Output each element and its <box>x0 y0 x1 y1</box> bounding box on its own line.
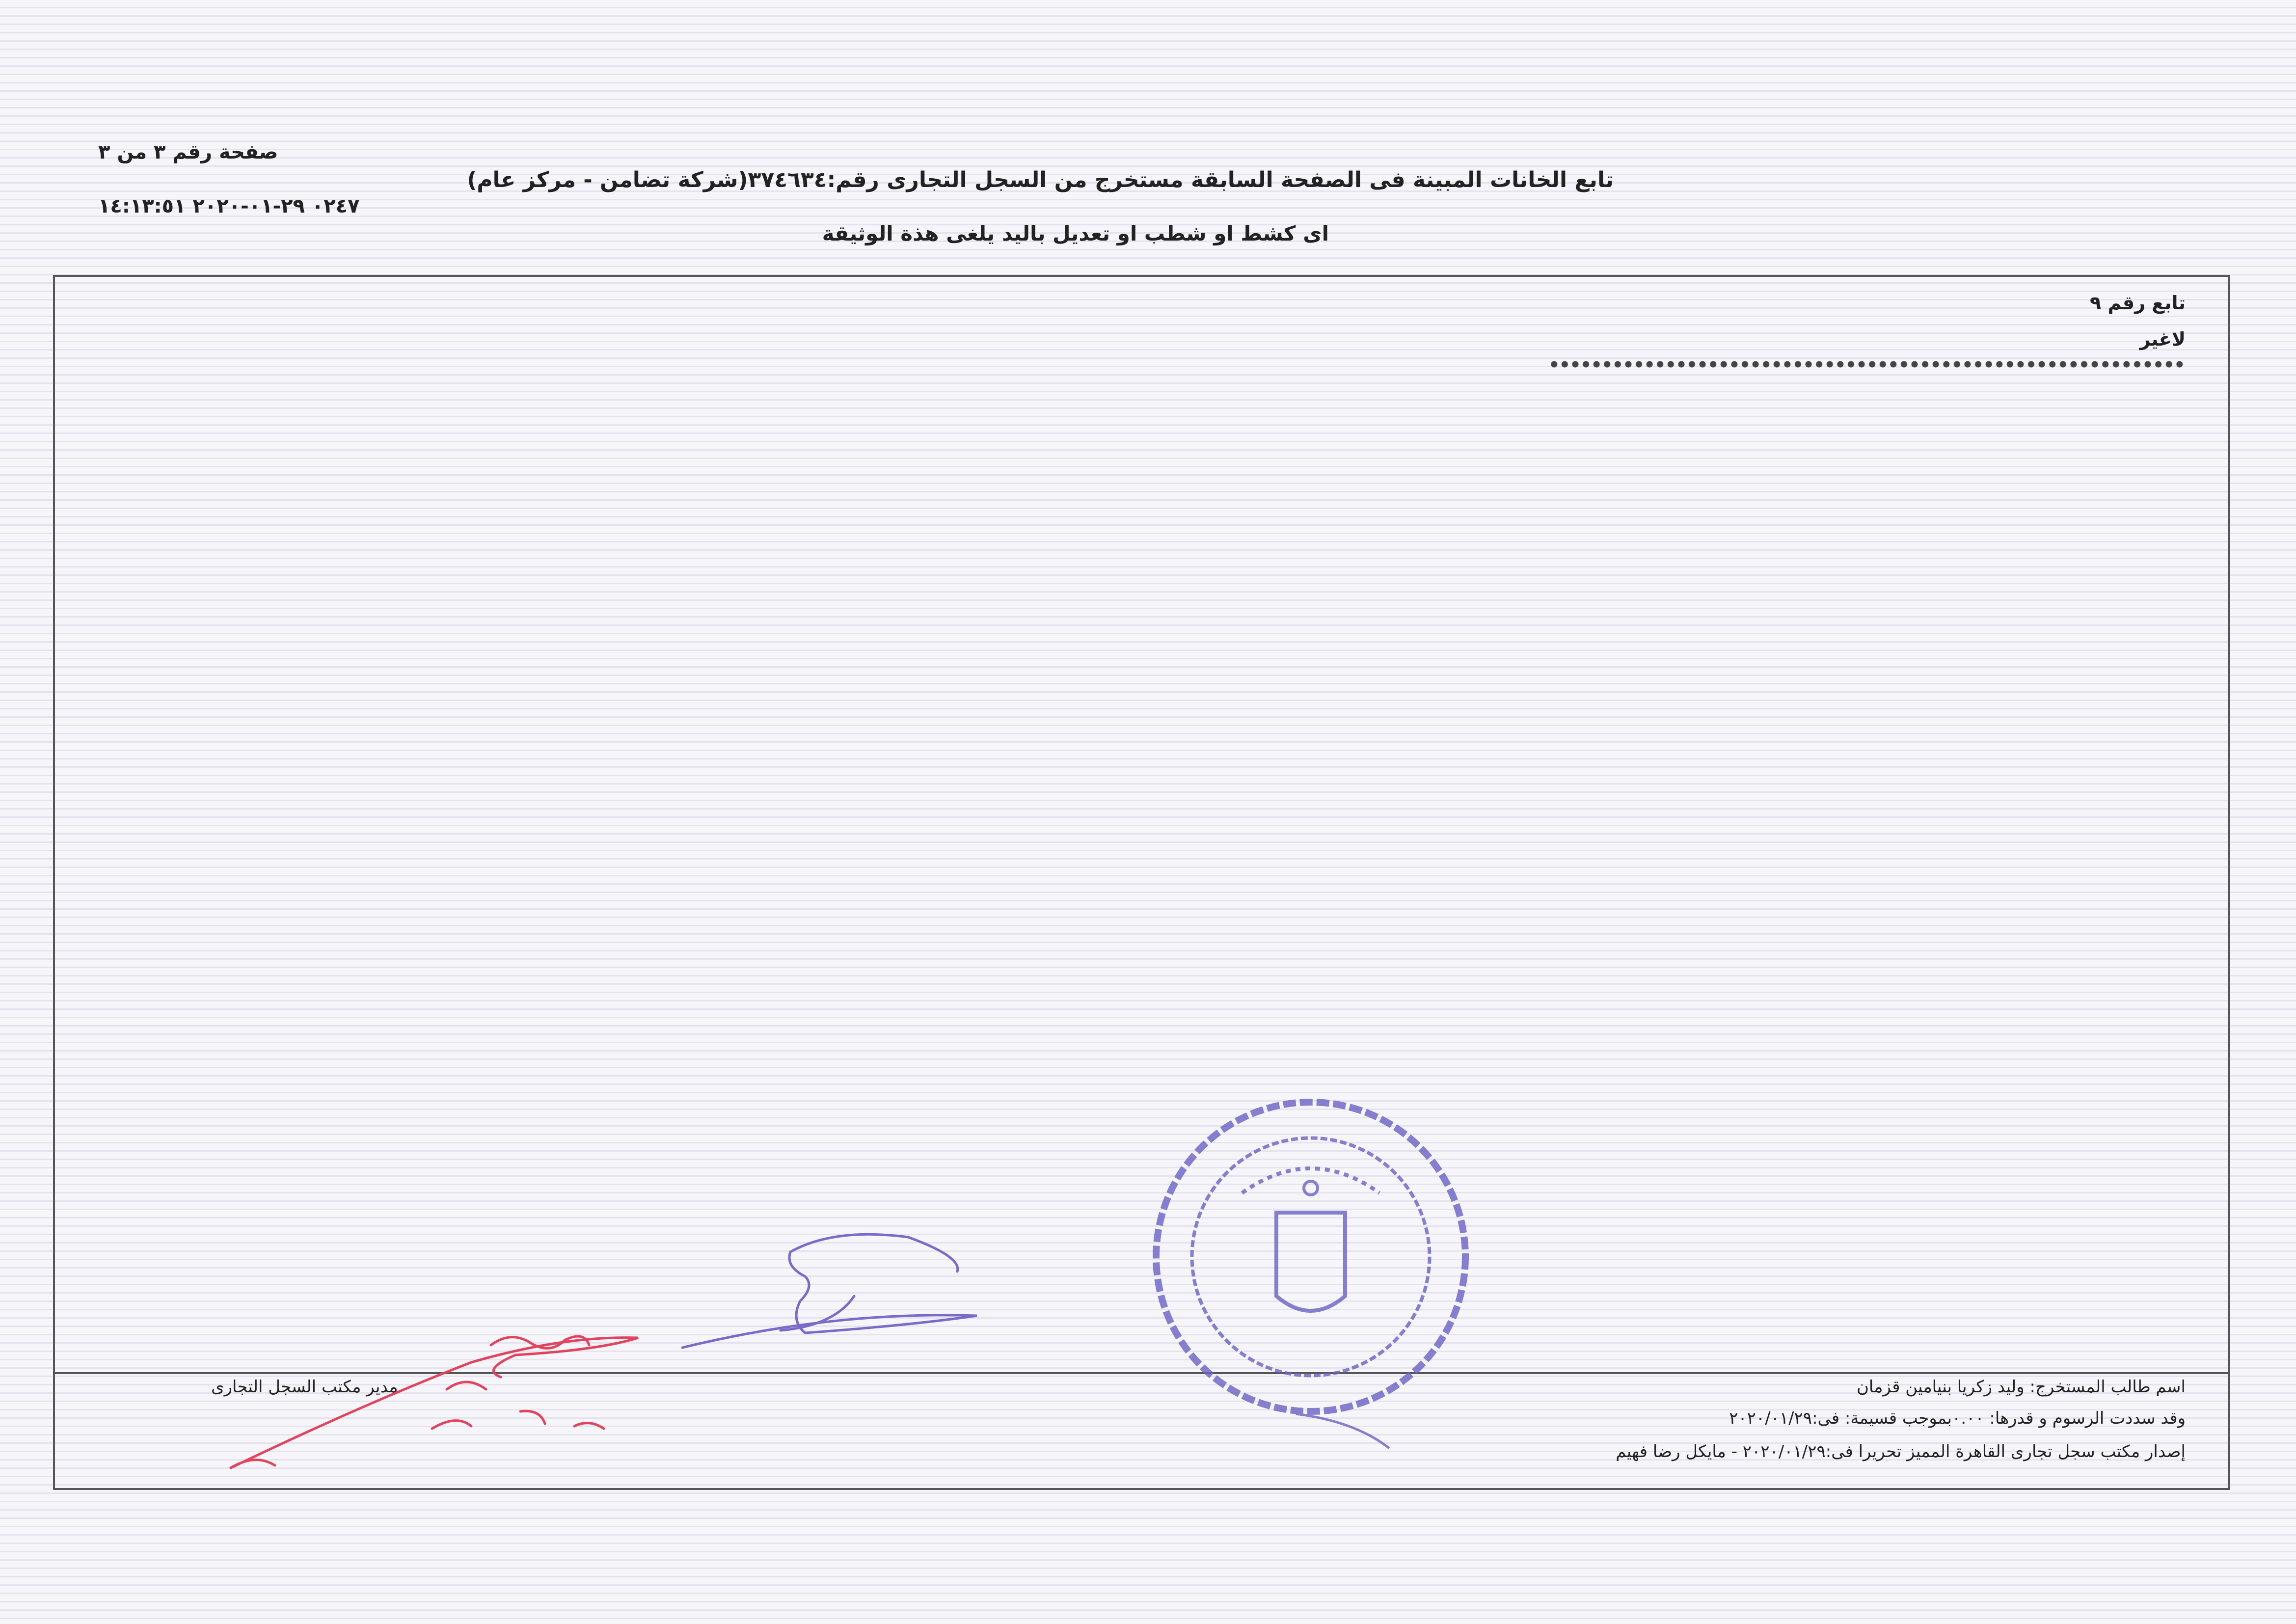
section-value: لاغير <box>2139 328 2186 350</box>
page-number: صفحة رقم ٣ من ٣ <box>98 141 278 163</box>
manager-title: مدير مكتب السجل التجارى <box>211 1377 398 1397</box>
warning-notice: اى كشط او شطب او تعديل باليد يلغى هذة الوثيقة <box>822 221 1329 245</box>
requester-name: اسم طالب المستخرج: وليد زكريا بنيامين قزمان <box>1856 1377 2186 1397</box>
section-title: تابع رقم ٩ <box>2090 292 2186 314</box>
fees-paid: وقد سددت الرسوم و قدرها: ٠.٠٠بموجب قسيمة: فى:٢٠٢٠/٠١/٢٩ <box>1729 1408 2186 1428</box>
timestamp: ٠٢٤٧ ٢٩-٠١-٢٠٢٠ ١٤:١٣:٥١ <box>98 195 360 217</box>
issued-by: إصدار مكتب سجل تجارى القاهرة المميز تحريرا فى:٢٠٢٠/٠١/٢٩ - مايكل رضا فهيم <box>1616 1442 2186 1462</box>
document-title: تابع الخانات المبينة فى الصفحة السابقة مستخرج من السجل التجارى رقم:٣٧٤٦٣٤(شركة تضامن - مركز عام) <box>467 167 1614 192</box>
